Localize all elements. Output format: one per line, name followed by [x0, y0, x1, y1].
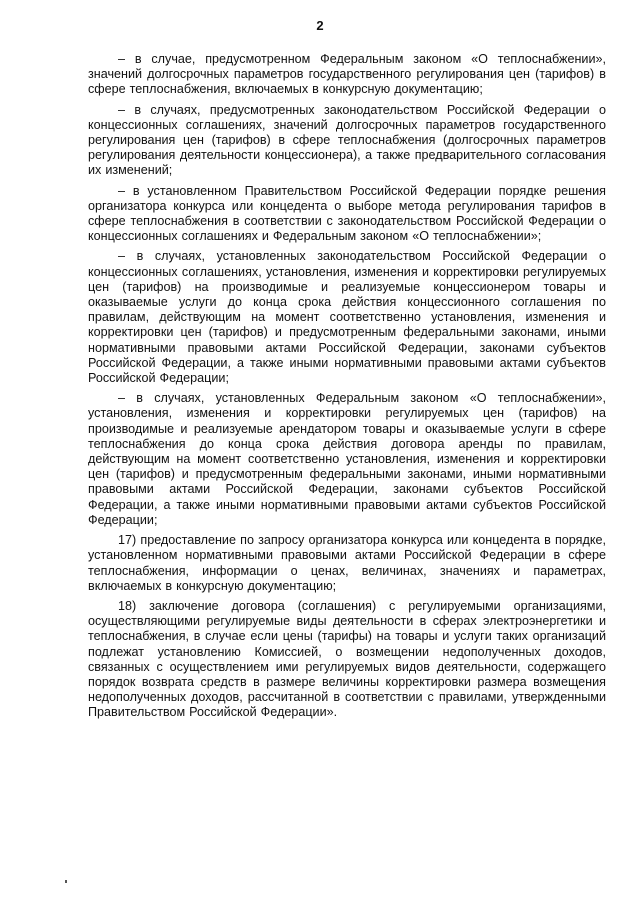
- scan-speck: [65, 880, 67, 883]
- paragraph-dash-4: – в случаях, установленных законодательством Российской Федерации о концессионных соглашениях, установления, изменения и корректировки регулируемых цен (тарифов) на производимые и реализуемые концессионером товары и оказываемые услуги до конца срока действия концессионного соглашения по правилам, действующим на момент соответственно установления, изменения и корректировки цен (тарифов) и предусмотренным федеральными законами, иными нормативными правовыми актами Российской Федерации, законами субъектов Российской Федерации, а также иными нормативными правовыми актами субъектов Российской Федерации;: [88, 249, 606, 386]
- paragraph-dash-1: – в случае, предусмотренном Федеральным законом «О теплоснабжении», значений долгосрочных параметров государственного регулирования цен (тарифов) в сфере теплоснабжения, включаемых в конкурсную документацию;: [88, 52, 606, 97]
- page-number: 2: [316, 18, 324, 33]
- paragraph-dash-5: – в случаях, установленных Федеральным законом «О теплоснабжении», установления, изменения и корректировки регулируемых цен (тарифов) на производимые и реализуемые арендатором товары и оказываемые услуги в сфере теплоснабжения до конца срока действия договора аренды по правилам, действующим на момент соответственно установления, изменения и корректировки цен (тарифов) и предусмотренным федеральными законами, иными нормативными правовыми актами Российской Федерации, законами субъектов Российской Федерации, а также иными нормативными правовыми актами субъектов Российской Федерации;: [88, 391, 606, 527]
- paragraph-dash-3: – в установленном Правительством Российской Федерации порядке решения организатора конкурса или концедента о выборе метода регулирования тарифов в сфере теплоснабжения в соответствии с законодательством Российской Федерации о концессионных соглашениях и Федеральным законом «О теплоснабжении»;: [88, 183, 606, 244]
- paragraph-item-18: 18) заключение договора (соглашения) с регулируемыми организациями, осуществляющими регулируемые виды деятельности в сферах электроэнергетики и теплоснабжения, в случае если цены (тарифы) на товары и услуги таких организаций подлежат установлению Комиссией, о возмещении недополученных доходов, связанных с осуществлением ими регулируемых видов деятельности, содержащего порядок возврата средств в размере величины корректировки размера возмещения недополученных доходов, рассчитанной в соответствии с правилами, утвержденными Правительством Российской Федерации».: [88, 598, 606, 720]
- paragraph-item-17: 17) предоставление по запросу организатора конкурса или концедента в порядке, установленном нормативными правовыми актами Российской Федерации в сфере теплоснабжения, информации о ценах, величинах, значениях и параметрах, включаемых в конкурсную документацию;: [88, 533, 606, 593]
- document-body: [88, 52, 606, 726]
- paragraph-dash-2: – в случаях, предусмотренных законодательством Российской Федерации о концессионных соглашениях, значений долгосрочных параметров государственного регулирования цен (тарифов) в сфере теплоснабжения (долгосрочных параметров регулирования деятельности концессионера), а также предварительного согласования их изменений;: [88, 102, 606, 178]
